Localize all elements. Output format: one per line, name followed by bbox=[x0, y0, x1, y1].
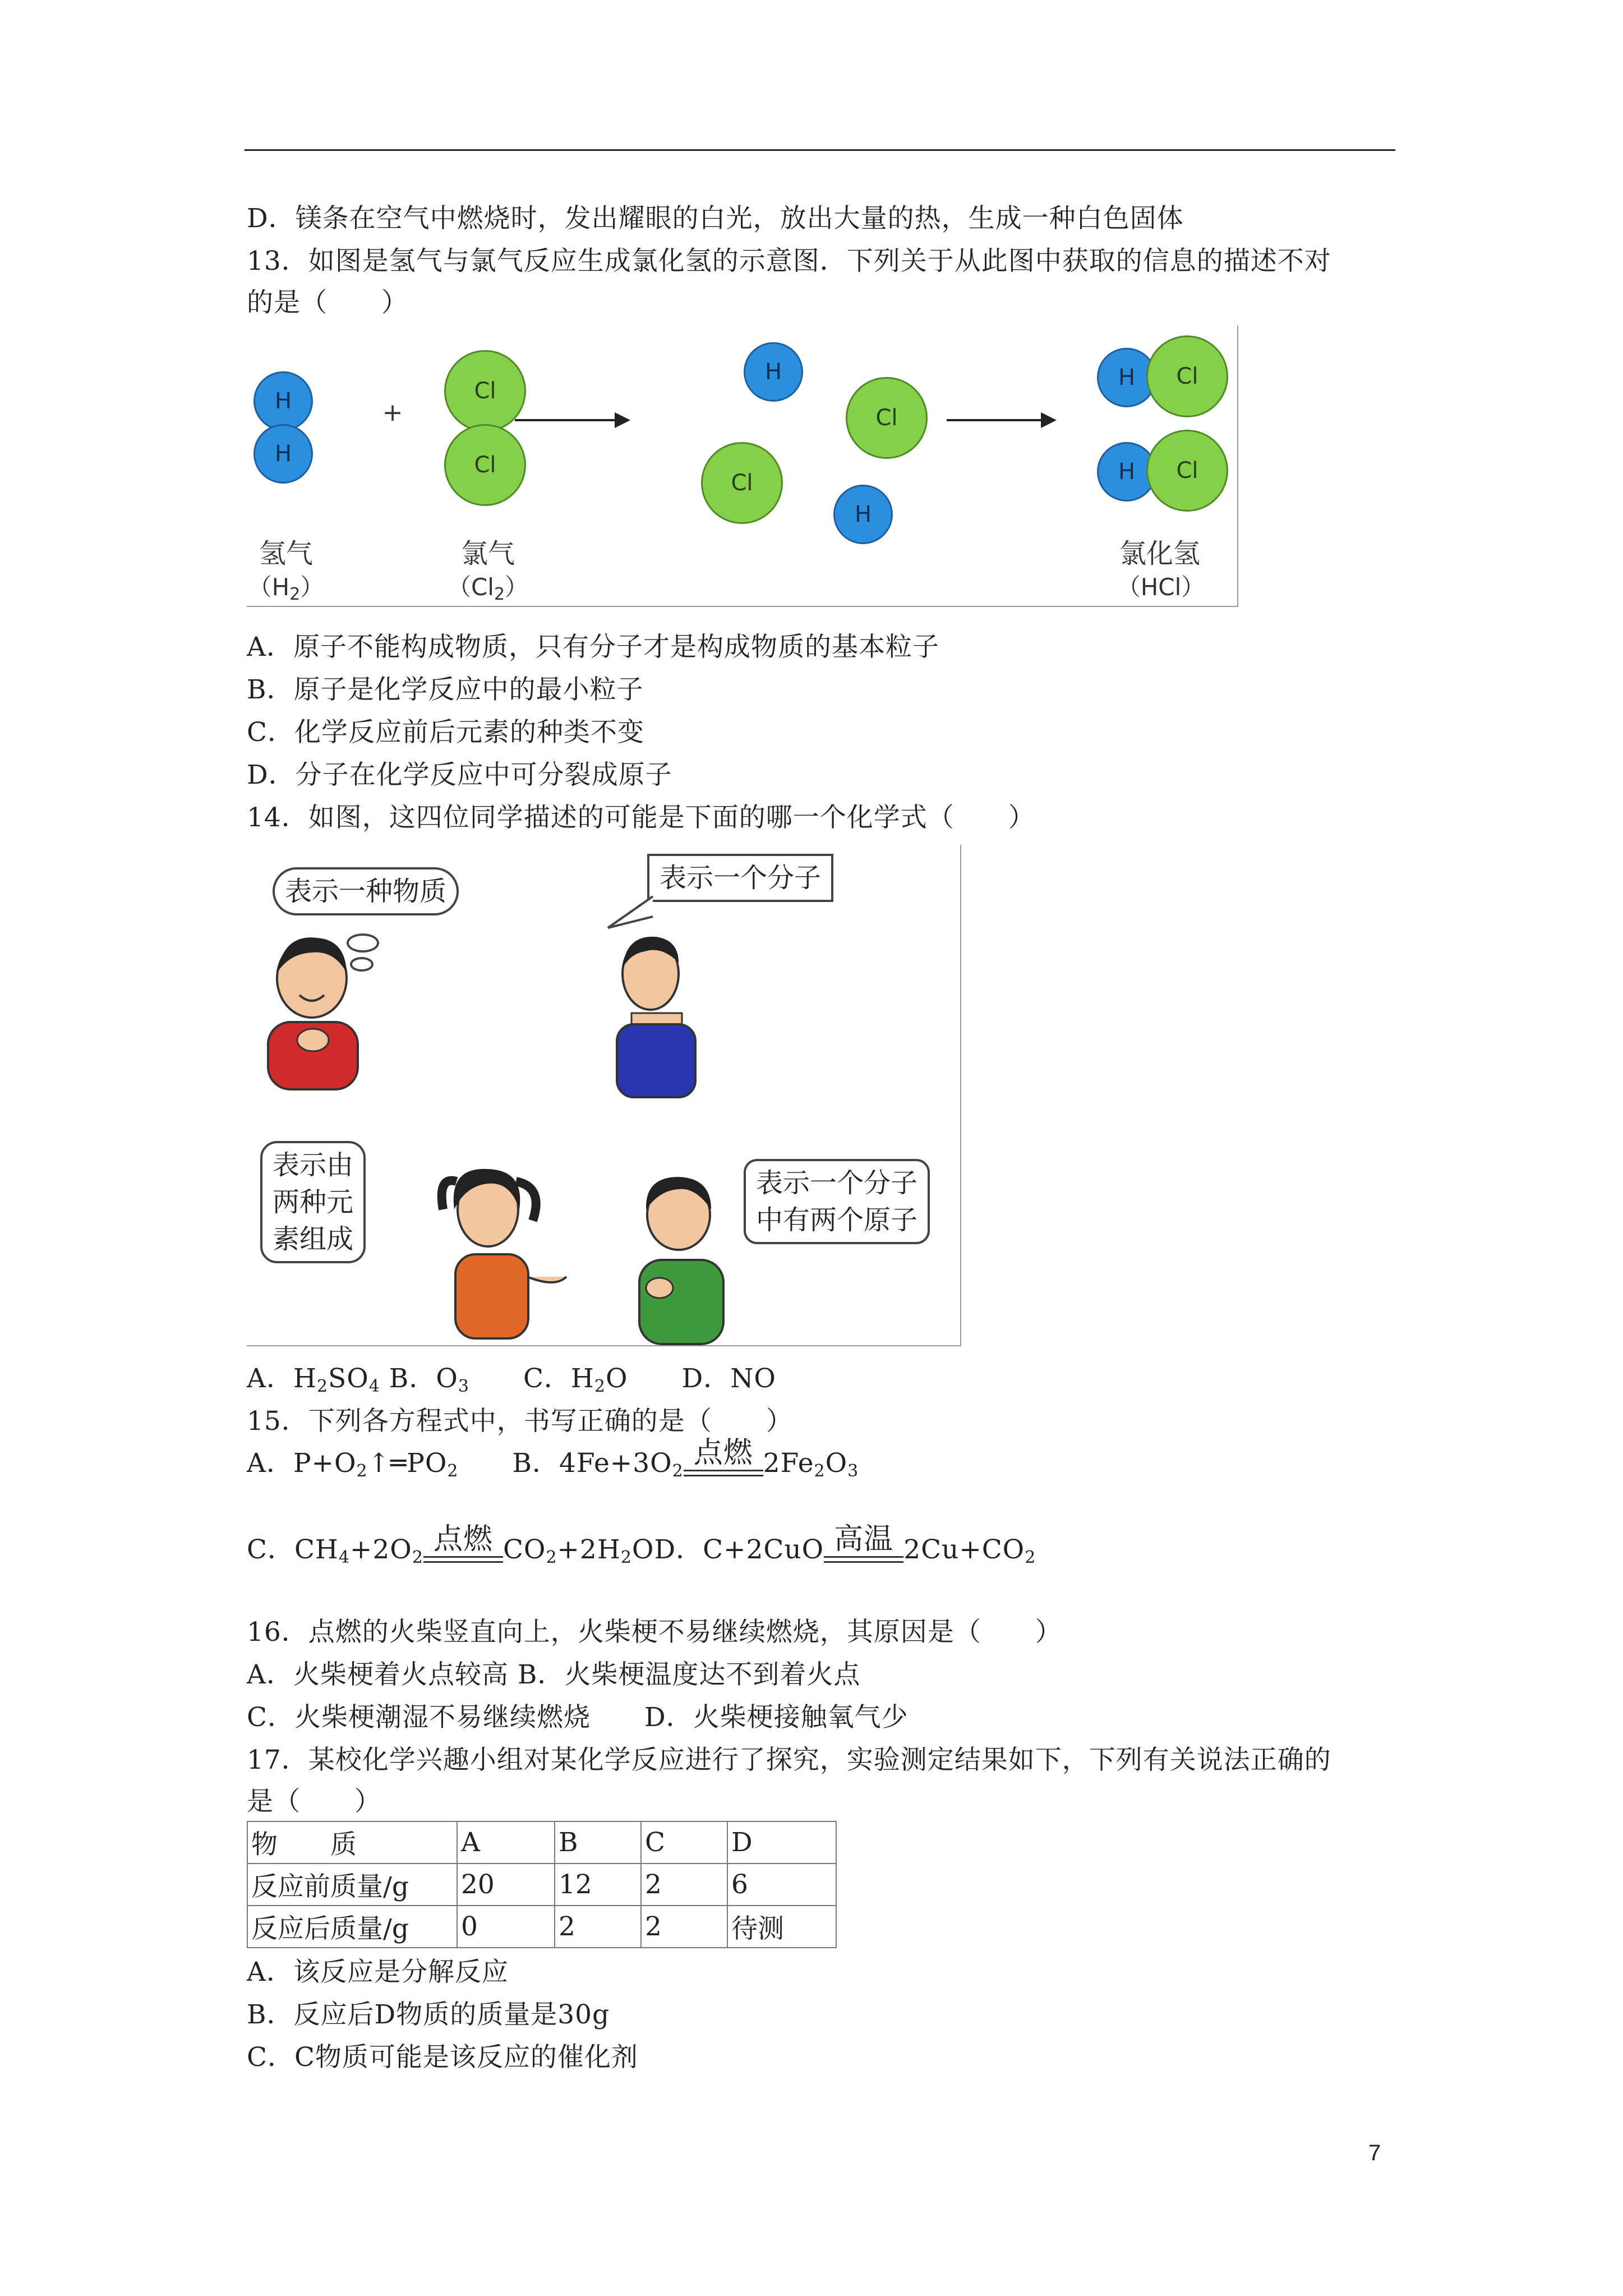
table-row bbox=[247, 1906, 836, 1948]
hydrogen-atom: H bbox=[253, 424, 313, 484]
q14-cartoon-figure bbox=[247, 845, 961, 1346]
hydrogen-formula: $(H_2)$ bbox=[248, 573, 324, 604]
table-cell: 反应前质量/g bbox=[247, 1864, 457, 1906]
chlorine-atom: Cl bbox=[444, 424, 526, 506]
q13-option-c: C．化学反应前后元素的种类不变 bbox=[247, 717, 644, 748]
q14-stem: 14．如图，这四位同学描述的可能是下面的哪一个化学式（ ） bbox=[247, 802, 1035, 833]
q17-option-a: A．该反应是分解反应 bbox=[247, 1957, 509, 1987]
table-cell: B bbox=[555, 1821, 641, 1864]
q13-stem-line1: 13．如图是氢气与氯气反应生成氯化氢的示意图．下列关于从此图中获取的信息的描述不对 bbox=[247, 246, 1331, 277]
hydrogen-atom: H bbox=[744, 342, 803, 402]
q16-options-cd: C．火柴梗潮湿不易继续燃烧 D．火柴梗接触氧气少 bbox=[247, 1702, 909, 1733]
girl-student-illustration bbox=[415, 1159, 572, 1344]
reaction-arrow bbox=[947, 419, 1053, 421]
table-cell: C bbox=[641, 1821, 727, 1864]
page-number: 7 bbox=[1368, 2141, 1381, 2165]
table-cell: 0 bbox=[457, 1906, 555, 1948]
thought-bubble: 表示一种物质 bbox=[273, 867, 459, 915]
q15-options-cd: C．$CH_4+2O_2$ 点燃 $CO_2+2H_2OD$．C+2CuO 高温 $2Cu+CO_2$ bbox=[247, 1522, 1036, 1571]
table-cell: A bbox=[457, 1821, 555, 1864]
table-header-row bbox=[247, 1821, 836, 1864]
q17-stem-line1: 17．某校化学兴趣小组对某化学反应进行了探究，实验测定结果如下，下列有关说法正确的 bbox=[247, 1745, 1331, 1775]
q15-stem: 15．下列各方程式中，书写正确的是（ ） bbox=[247, 1406, 793, 1437]
table-cell: 2 bbox=[555, 1906, 641, 1948]
chlorine-atom: Cl bbox=[846, 377, 928, 459]
table-cell: 2 bbox=[641, 1864, 727, 1906]
bubble-line: 两种元 bbox=[273, 1186, 354, 1218]
hcl-name: 氯化氢 bbox=[1119, 538, 1200, 569]
boy-student-illustration bbox=[250, 928, 385, 1096]
hydrogen-atom: H bbox=[253, 371, 313, 431]
q13-option-d: D．分子在化学反应中可分裂成原子 bbox=[247, 760, 672, 790]
boy-student-illustration bbox=[594, 929, 718, 1103]
speech-bubble: 表示一个分子 bbox=[647, 854, 833, 902]
reaction-arrow bbox=[515, 419, 627, 421]
q13-stem-line2: 的是（ ） bbox=[247, 287, 408, 318]
bubble-line: 表示一个分子 bbox=[756, 1167, 918, 1199]
q17-option-c: C．C物质可能是该反应的催化剂 bbox=[247, 2042, 638, 2073]
table-cell: 6 bbox=[727, 1864, 836, 1906]
table-cell: D bbox=[727, 1821, 836, 1864]
table-cell: 待测 bbox=[727, 1906, 836, 1948]
chlorine-atom: Cl bbox=[1146, 335, 1228, 417]
chlorine-name: 氯气 bbox=[460, 538, 515, 569]
chlorine-atom: Cl bbox=[701, 442, 783, 524]
q12-option-d: D．镁条在空气中燃烧时，发出耀眼的白光，放出大量的热，生成一种白色固体 bbox=[247, 203, 1184, 234]
bubble-line: 中有两个原子 bbox=[756, 1204, 918, 1236]
q13-option-a: A．原子不能构成物质，只有分子才是构成物质的基本粒子 bbox=[247, 632, 939, 662]
q13-reaction-figure bbox=[247, 325, 1238, 607]
hcl-formula: （HCl） bbox=[1117, 573, 1205, 601]
speech-bubble bbox=[260, 1141, 366, 1263]
hydrogen-name: 氢气 bbox=[259, 538, 313, 569]
hydrogen-atom: H bbox=[1097, 442, 1156, 501]
hydrogen-atom: H bbox=[833, 485, 893, 544]
chlorine-atom: Cl bbox=[1146, 430, 1228, 512]
bubble-line: 表示由 bbox=[273, 1149, 354, 1181]
q17-stem-line2: 是（ ） bbox=[247, 1786, 381, 1817]
q13-option-b: B．原子是化学反应中的最小粒子 bbox=[247, 674, 644, 705]
reaction-condition: 高温 bbox=[824, 1522, 903, 1571]
q14-options: A．$H_2SO_4$ B．$O_3$ C．$H_2O$ D．NO bbox=[247, 1363, 776, 1396]
table-row bbox=[247, 1864, 836, 1906]
reaction-condition: 点燃 bbox=[423, 1522, 503, 1571]
boy-student-illustration bbox=[606, 1170, 751, 1350]
chlorine-atom: Cl bbox=[444, 350, 526, 432]
header-rule bbox=[245, 149, 1395, 151]
q15-options-ab: A．$P+O_2↑═PO_2$ B．$4Fe+3O_2$ 点燃 $2Fe_2O_3$ bbox=[247, 1436, 859, 1484]
bubble-tail bbox=[606, 894, 656, 933]
q16-stem: 16．点燃的火柴竖直向上，火柴梗不易继续燃烧，其原因是（ ） bbox=[247, 1617, 1062, 1648]
q17-mass-table bbox=[247, 1821, 837, 1948]
table-cell: 12 bbox=[555, 1864, 641, 1906]
bubble-line: 素组成 bbox=[273, 1223, 354, 1255]
q17-option-b: B．反应后D物质的质量是30g bbox=[247, 1999, 610, 2030]
table-cell: 2 bbox=[641, 1906, 727, 1948]
reaction-condition: 点燃 bbox=[684, 1436, 763, 1484]
speech-bubble bbox=[744, 1159, 930, 1244]
table-cell: 物 质 bbox=[247, 1821, 457, 1864]
q16-options-ab: A．火柴梗着火点较高 B．火柴梗温度达不到着火点 bbox=[247, 1659, 861, 1690]
table-cell: 反应后质量/g bbox=[247, 1906, 457, 1948]
table-cell: 20 bbox=[457, 1864, 555, 1906]
plus-sign: + bbox=[382, 398, 403, 427]
chlorine-formula: $(Cl_2)$ bbox=[447, 573, 529, 604]
hydrogen-atom: H bbox=[1097, 348, 1156, 407]
